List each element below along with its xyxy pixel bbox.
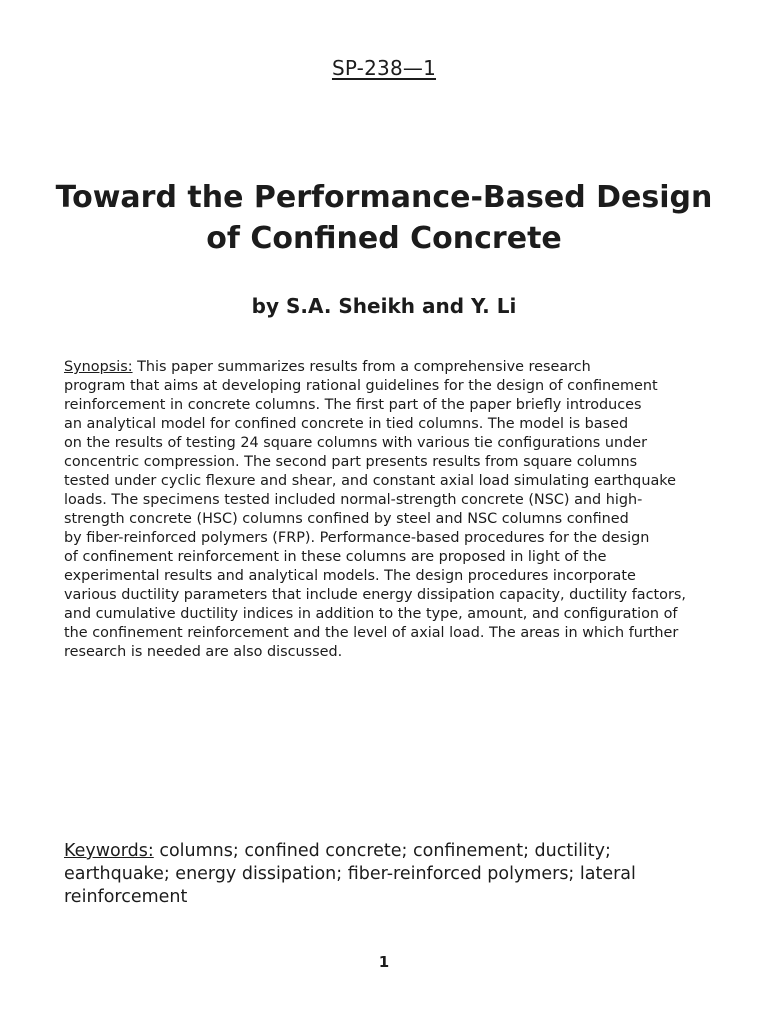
synopsis-line: tested under cyclic flexure and shear, and constant axial load simulating earthquake (64, 473, 676, 489)
synopsis-paragraph (64, 358, 724, 662)
keywords-line: reinforcement (64, 887, 188, 907)
synopsis-line: and cumulative ductility indices in addition to the type, amount, and configuration of (64, 606, 678, 622)
synopsis-text: This paper summarizes results from a comprehensive research (132, 359, 591, 375)
synopsis-line: the confinement reinforcement and the level of axial load. The areas in which further (64, 625, 679, 641)
keywords-label: Keywords: (64, 841, 154, 861)
paper-title (40, 177, 728, 259)
synopsis-line: an analytical model for confined concrete in tied columns. The model is based (64, 416, 629, 432)
synopsis-line: strength concrete (HSC) columns confined by steel and NSC columns confined (64, 511, 629, 527)
synopsis-line: experimental results and analytical models. The design procedures incorporate (64, 568, 636, 584)
synopsis-line (64, 358, 724, 377)
keywords-line (64, 840, 724, 863)
synopsis-line: loads. The specimens tested included normal-strength concrete (NSC) and high- (64, 492, 643, 508)
paper-title-line: of Confined Concrete (206, 221, 562, 256)
paper-id: SP-238—1 (331, 56, 437, 80)
synopsis-line: various ductility parameters that include energy dissipation capacity, ductility factors, (64, 587, 686, 603)
synopsis-line: reinforcement in concrete columns. The first part of the paper briefly introduces (64, 397, 642, 413)
author-byline: by S.A. Sheikh and Y. Li (251, 294, 517, 318)
synopsis-line: on the results of testing 24 square columns with various tie configurations under (64, 435, 648, 451)
synopsis-line: research is needed are also discussed. (64, 644, 343, 660)
keywords-text: columns; confined concrete; confinement; ductility; (153, 841, 611, 861)
synopsis-line: by fiber-reinforced polymers (FRP). Performance-based procedures for the design (64, 530, 650, 546)
keywords-line: earthquake; energy dissipation; fiber-reinforced polymers; lateral (64, 864, 636, 884)
page-number: 1 (378, 953, 390, 971)
synopsis-line: program that aims at developing rational guidelines for the design of confinement (64, 378, 658, 394)
keywords-paragraph (64, 840, 724, 909)
synopsis-label: Synopsis: (64, 359, 133, 375)
paper-title-line: Toward the Performance-Based Design (55, 180, 713, 215)
synopsis-line: concentric compression. The second part presents results from square columns (64, 454, 638, 470)
synopsis-line: of confinement reinforcement in these columns are proposed in light of the (64, 549, 607, 565)
